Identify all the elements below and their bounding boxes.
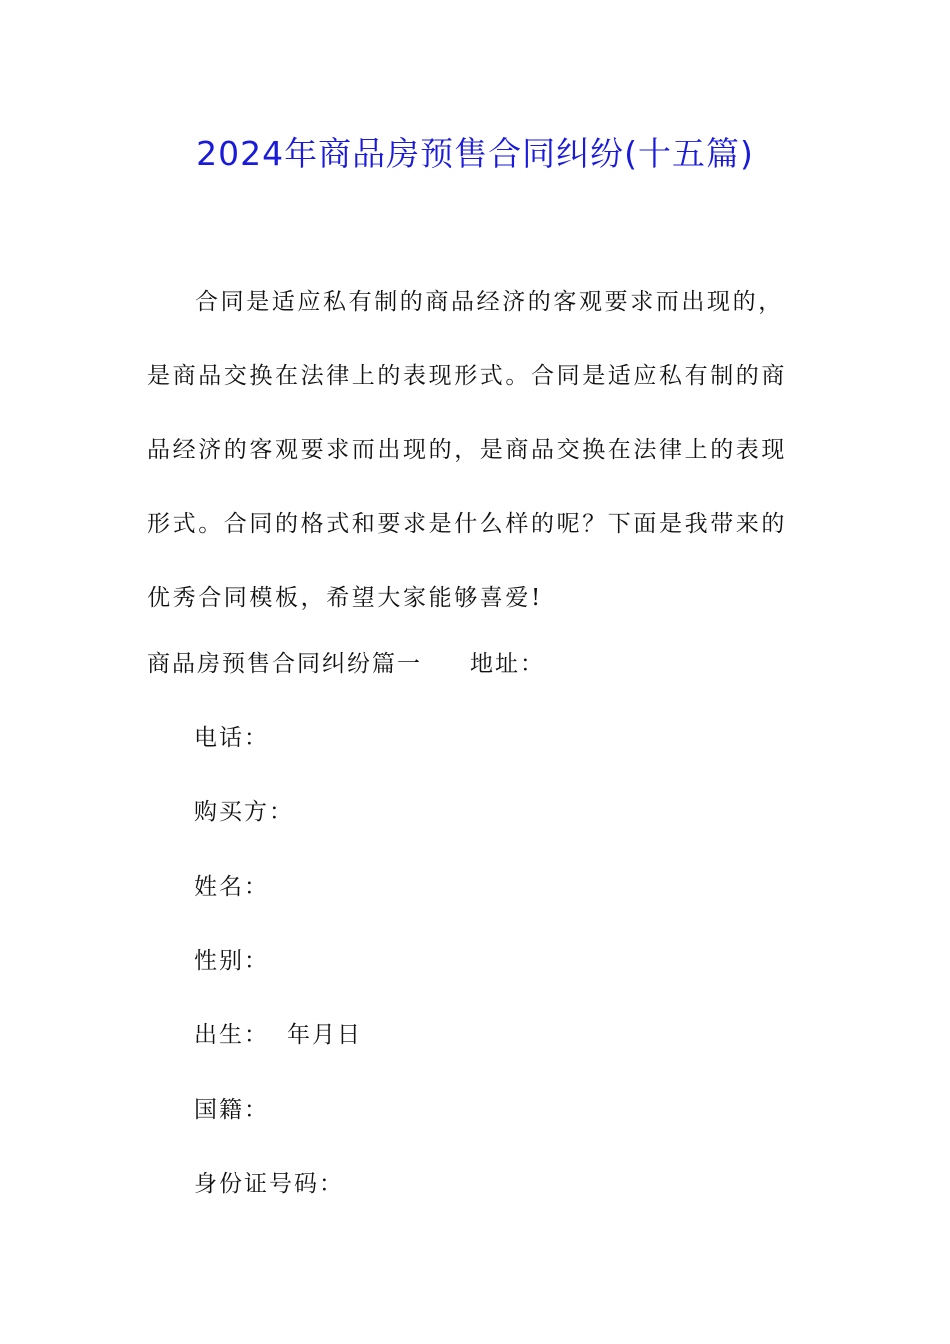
- intro-paragraph: 合同是适应私有制的商品经济的客观要求而出现的，是商品交换在法律上的表现形式。合同是适应私有制的商品经济的客观要求而出现的，是商品交换在法律上的表现形式。合同的格式和要求是什么样的呢？下面是我带来的优秀合同模板，希望大家能够喜爱!: [147, 289, 787, 611]
- birth-value: 年月日: [287, 1022, 362, 1048]
- nationality-label: 国籍：: [194, 1097, 269, 1123]
- phone-label: 电话：: [194, 725, 269, 751]
- name-label: 姓名：: [194, 874, 269, 900]
- phone-field: [194, 719, 269, 752]
- gender-field: [194, 942, 269, 975]
- id-number-field: [194, 1165, 344, 1198]
- gender-label: 性别：: [194, 948, 269, 974]
- birth-label: 出生：: [194, 1022, 269, 1048]
- buyer-label: 购买方：: [194, 799, 294, 825]
- nationality-field: [194, 1091, 269, 1124]
- section-heading-row: [147, 645, 545, 678]
- name-field: [194, 868, 269, 901]
- birth-field: [194, 1016, 362, 1049]
- id-number-label: 身份证号码：: [194, 1171, 344, 1197]
- section-heading: 商品房预售合同纠纷篇一: [147, 651, 422, 677]
- document-title: 2024年商品房预售合同纠纷(十五篇): [196, 134, 754, 173]
- address-label: 地址：: [470, 651, 545, 677]
- buyer-field: [194, 793, 294, 826]
